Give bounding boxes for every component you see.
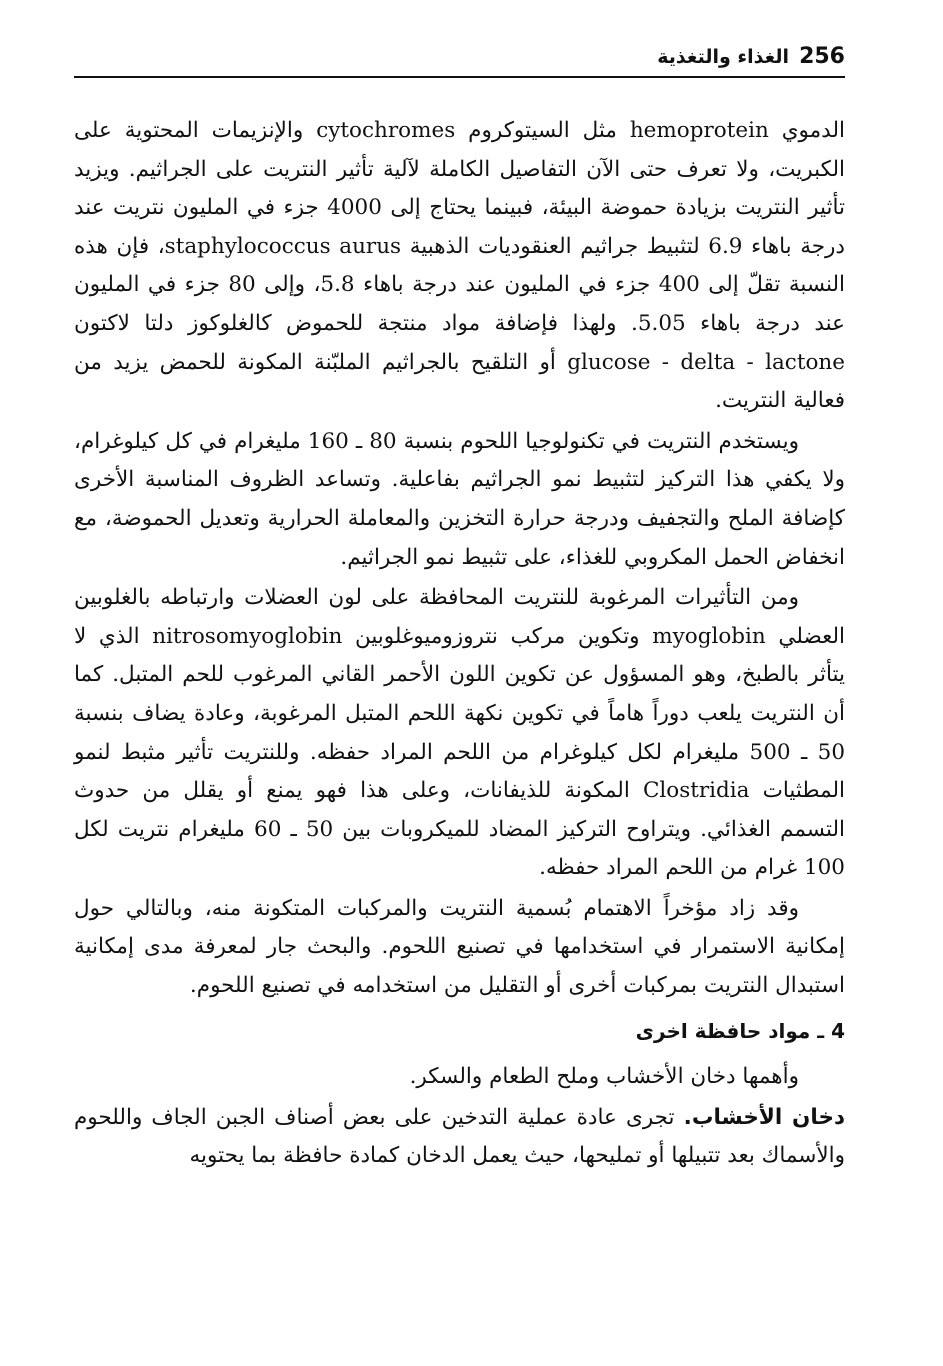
- paragraph-nitrite-dosage: ويستخدم النتريت في تكنولوجيا اللحوم بنسبة 80 ـ 160 مليغرام في كل كيلوغرام، ولا يكفي هذا التركيز لتثبيط نمو الجراثيم بفاعلية. وتساعد الظروف المناسبة الأخرى كإضافة الملح والتجفيف ودرجة حرارة التخزين والمعاملة الحرارية وتعديل الحموضة، مع انخفاض الحمل المكروبي للغذاء، على تثبيط نمو الجراثيم.: [74, 428, 845, 570]
- paragraph-wood-smoke: [74, 1099, 845, 1176]
- wood-smoke-text: تجرى عادة عملية التدخين على بعض أصناف الجبن الجاف واللحوم والأسماك بعد تتبيلها أو تمليحها، حيث يعمل الدخان كمادة حافظة بما يحتويه: [74, 1104, 845, 1169]
- running-title: الغذاء والتغذية: [657, 46, 789, 68]
- paragraph-other-preservatives: وأهمها دخان الأخشاب وملح الطعام والسكر.: [409, 1064, 799, 1090]
- page-number: 256: [799, 44, 845, 69]
- page-header: [74, 40, 845, 78]
- section-heading: 4 ـ مواد حافظة اخرى: [635, 1018, 845, 1043]
- paragraph-nitrite-toxicity: وقد زاد مؤخراً الاهتمام بُسمية النتريت والمركبات المتكونة منه، وبالتالي حول إمكانية الاستمرار في استخدامها في تصنيع اللحوم. والبحث جار لمعرفة مدى إمكانية استبدال النتريت بمركبات أخرى أو التقليل من استخدامه في تصنيع اللحوم.: [74, 895, 845, 999]
- wood-smoke-term: دخان الأخشاب.: [683, 1104, 845, 1130]
- paragraph-nitrite-color: ومن التأثيرات المرغوبة للنتريت المحافظة على لون العضلات وارتباطه بالغلوبين العضلي myoglobin وتكوين مركب نتروزوميوغلوبين nitrosomyoglobin الذي لا يتأثر بالطبخ، وهو المسؤول عن تكوين اللون الأحمر القاني المرغوب للحم المتبل. كما أن النتريت يلعب دوراً هاماً في تكوين نكهة اللحم المتبل المرغوبة، وعادة يضاف بنسبة 50 ـ 500 مليغرام لكل كيلوغرام من اللحم المراد حفظه. وللنتريت تأثير مثبط لنمو المطثيات Clostridia المكونة للذيفانات، وعلى هذا فهو يمنع أو يقلل من حدوث التسمم الغذائي. ويتراوح التركيز المضاد للميكروبات بين 50 ـ 60 مليغرام نتريت لكل 100 غرام من اللحم المراد حفظه.: [74, 585, 845, 881]
- paragraph-nitrite-ph: الدموي hemoprotein مثل السيتوكروم cytochromes والإنزيمات المحتوية على الكبريت، ولا تعرف حتى الآن التفاصيل الكاملة لآلية تأثير النتريت على الجراثيم. ويزيد تأثير النتريت بزيادة حموضة البيئة، فبينما يحتاج إلى 4000 جزء في المليون نتريت عند درجة باهاء 6.9 لتثبيط جراثيم العنقوديات الذهبية staphylococcus aurus، فإن هذه النسبة تقلّ إلى 400 جزء في المليون عند درجة باهاء 5.8، وإلى 80 جزء في المليون عند درجة باهاء 5.05. ولهذا فإضافة مواد منتجة للحموض كالغلوكوز دلتا لاكتون glucose - delta - lactone أو التلقيح بالجراثيم الملبّنة المكونة للحمض يزيد من فعالية النتريت.: [74, 118, 846, 414]
- body-text: [74, 112, 845, 1176]
